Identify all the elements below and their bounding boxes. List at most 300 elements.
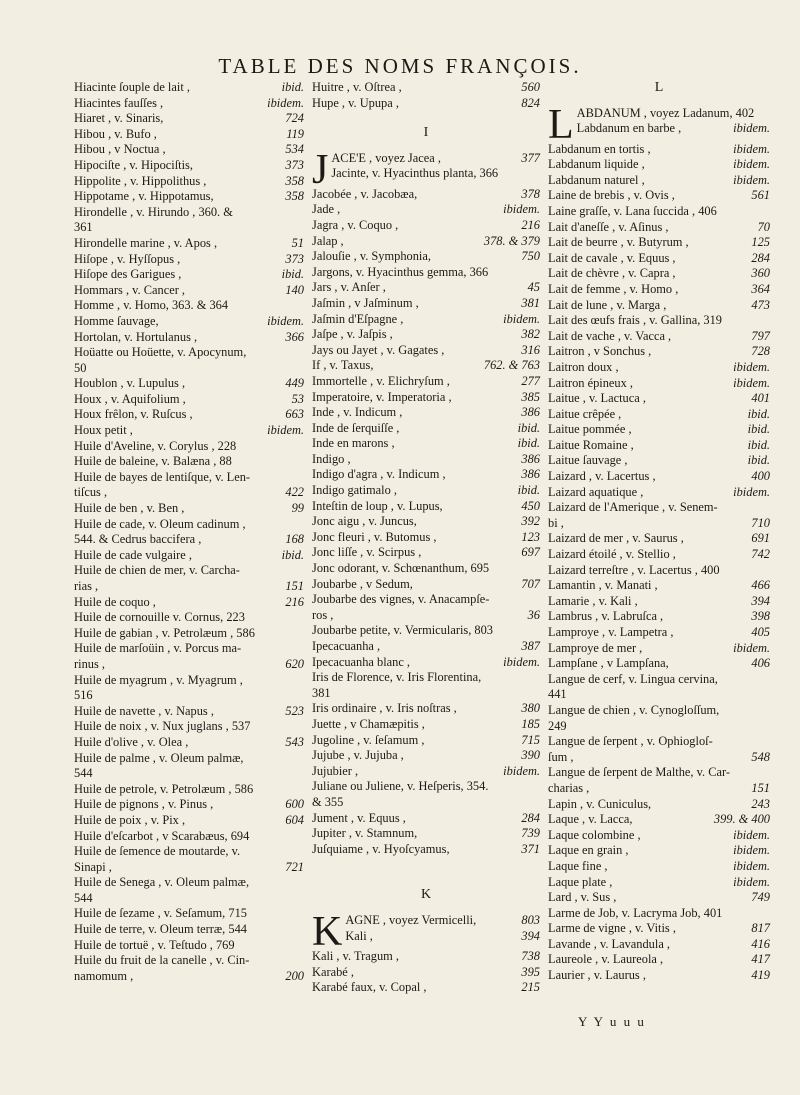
index-entry <box>312 265 540 281</box>
entry-page: 710 <box>751 515 770 530</box>
entry-page: 604 <box>285 812 304 827</box>
entry-text: Labdanum liquide , <box>548 157 645 172</box>
section-letter-l: L <box>654 80 664 95</box>
entry-page: 185 <box>521 716 540 731</box>
entry-text: Lamproye , v. Lampetra , <box>548 625 674 639</box>
entry-text: Houx frêlon, v. Ruſcus , <box>74 407 193 422</box>
entry-page: 215 <box>521 980 540 995</box>
entry-text: Hiacinte ſouple de lait , <box>74 80 190 94</box>
entry-page: ibidem. <box>267 95 304 110</box>
entry-page: 277 <box>521 373 540 388</box>
entry-text: Huile de tortuë , v. Teſtudo , 769 <box>74 937 235 952</box>
index-entry <box>312 561 540 577</box>
entry-text: Inde , v. Indicum , <box>312 405 403 420</box>
drop-cap-j: J <box>312 146 329 193</box>
index-entry <box>548 391 770 407</box>
entry-text: Huile d'Aveline, v. Corylus , 228 <box>74 438 237 453</box>
entry-text: 249 <box>548 718 567 733</box>
entry-text: Lambrus , v. Labruſca , <box>548 609 664 624</box>
entry-text: Lamarie , v. Kali , <box>548 593 638 608</box>
entry-text: Laizard , v. Lacertus , <box>548 469 656 484</box>
index-entry <box>74 751 304 767</box>
index-entry <box>74 314 304 330</box>
index-entry <box>548 547 770 563</box>
index-entry <box>548 469 770 485</box>
entry-page: 417 <box>751 952 770 967</box>
entry-text: Lait de chèvre , v. Capra , <box>548 266 676 281</box>
index-entry <box>312 405 540 421</box>
entry-page: 387 <box>521 639 540 653</box>
entry-page: 45 <box>527 280 540 295</box>
index-entry <box>74 517 304 533</box>
entry-text: Huile de chien de mer, v. Carcha- <box>74 563 240 578</box>
entry-text: Indigo d'agra , v. Indicum , <box>312 467 446 482</box>
index-entry <box>548 594 770 610</box>
entry-text: Lait des œufs frais , v. Gallina, 319 <box>548 313 723 328</box>
entry-text: rinus , <box>74 656 105 671</box>
entry-text: ſum , <box>548 749 574 764</box>
index-entry <box>548 313 770 329</box>
entry-page: 380 <box>521 701 540 716</box>
index-entry <box>548 422 770 438</box>
entry-page: ibidem. <box>733 640 770 655</box>
index-entry <box>312 779 540 795</box>
index-entry <box>548 344 770 360</box>
entry-page: 381 <box>521 295 540 310</box>
entry-page: ibidem. <box>733 157 770 172</box>
entry-text: Huile de ſezame , v. Seſamum, 715 <box>74 906 247 921</box>
index-entry <box>74 657 304 673</box>
entry-text: Huile de Senega , v. Oleum palmæ, <box>74 875 250 890</box>
entry-text: Huile d'olive , v. Olea , <box>74 734 189 749</box>
entry-page: ibidem. <box>733 858 770 873</box>
entry-page: 390 <box>521 748 540 763</box>
entry-page: 419 <box>751 968 770 983</box>
index-entry <box>312 483 540 499</box>
entry-page: 803 <box>521 912 540 927</box>
entry-text: Joubarbe des vignes, v. Anacampſe- <box>312 592 490 607</box>
entry-page: 125 <box>751 235 770 250</box>
index-entry <box>74 704 304 720</box>
entry-page: 824 <box>521 95 540 110</box>
entry-text: Jonc fleuri , v. Butomus , <box>312 529 437 544</box>
entry-text: Huile de poix , v. Pix , <box>74 812 186 827</box>
entry-text: Huile de noix , v. Nux juglans , 537 <box>74 719 251 734</box>
index-entry <box>312 842 540 858</box>
index-entry <box>548 298 770 314</box>
index-entry <box>312 608 540 624</box>
entry-text: Langue de ſerpent , v. Ophiogloſ- <box>548 734 713 749</box>
index-entry <box>312 670 540 686</box>
entry-text: Juliane ou Juliene, v. Heſperis, 354. <box>312 779 489 794</box>
entry-page: ibidem. <box>733 484 770 499</box>
index-entry <box>548 485 770 501</box>
entry-text: Immortelle , v. Elichryſum , <box>312 373 450 388</box>
entry-page: 560 <box>521 80 540 94</box>
entry-text: Hirondelle , v. Hirundo , 360. & <box>74 204 233 219</box>
index-entry <box>548 609 770 625</box>
entry-text: 381 <box>312 685 331 700</box>
index-entry <box>548 188 770 204</box>
index-entry <box>548 578 770 594</box>
entry-text: Jonc odorant, v. Schœnanthum, 695 <box>312 561 490 576</box>
index-entry <box>312 764 540 780</box>
index-entry <box>548 952 770 968</box>
entry-page: ibid. <box>747 437 770 452</box>
entry-page: 416 <box>751 936 770 951</box>
index-entry <box>548 500 770 516</box>
index-entry <box>74 485 304 501</box>
entry-page: 53 <box>291 391 304 406</box>
entry-page: 534 <box>285 142 304 157</box>
entry-page: 373 <box>285 251 304 266</box>
index-entry <box>548 453 770 469</box>
entry-text: Jonc liſſe , v. Scirpus , <box>312 545 422 560</box>
entry-text: ABDANUM , voyez Ladanum, 402 <box>576 105 755 120</box>
entry-text: Jargons, v. Hyacinthus gemma, 366 <box>312 264 489 279</box>
index-entry <box>74 969 304 985</box>
entry-text: Laitue , v. Lactuca , <box>548 391 646 406</box>
entry-text: charias , <box>548 780 590 795</box>
entry-text: Laque en grain , <box>548 843 629 858</box>
index-entry <box>548 859 770 875</box>
index-entry <box>548 360 770 376</box>
entry-text: Huile de pignons , v. Pinus , <box>74 797 214 812</box>
entry-text: Lamantin , v. Manati , <box>548 578 658 593</box>
section-letter-k: K <box>420 887 432 903</box>
entry-text: Ipecacuanha , <box>312 639 381 653</box>
drop-entry-l <box>548 101 770 148</box>
entry-text: Lait de beurre , v. Butyrum , <box>548 235 689 250</box>
entry-page: ibid. <box>281 80 304 94</box>
index-entry <box>548 765 770 781</box>
entry-text: Houx , v. Aquifolium , <box>74 391 186 406</box>
entry-text: Huile de petrole, v. Petrolæum , 586 <box>74 781 254 796</box>
entry-page: 548 <box>751 749 770 764</box>
entry-text: Lavande , v. Lavandula , <box>548 936 671 951</box>
entry-text: Huile d'eſcarbot , v Scarabæus, 694 <box>74 828 250 843</box>
index-entry <box>312 296 540 312</box>
index-entry <box>74 891 304 907</box>
entry-text: Hortolan, v. Hortulanus , <box>74 329 198 344</box>
index-entry <box>74 283 304 299</box>
entry-text: Lait de lune , v. Marga , <box>548 297 667 312</box>
index-entry <box>548 656 770 672</box>
entry-text: 441 <box>548 687 567 702</box>
entry-text: Laitue pommée , <box>548 422 632 437</box>
entry-text: Jument , v. Equus , <box>312 810 406 825</box>
entry-text: Imperatoire, v. Imperatoria , <box>312 389 452 404</box>
index-entry <box>74 174 304 190</box>
entry-page: 394 <box>751 593 770 608</box>
index-entry <box>312 514 540 530</box>
entry-text: Houblon , v. Lupulus , <box>74 376 186 391</box>
entry-text: Laitron , v Sonchus , <box>548 344 652 359</box>
index-entry <box>312 96 540 112</box>
column-left <box>74 80 304 984</box>
index-entry <box>548 220 770 236</box>
entry-text: Jalouſie , v. Symphonia, <box>312 249 431 264</box>
index-entry <box>312 499 540 515</box>
entry-page: 316 <box>521 342 540 357</box>
index-entry <box>312 592 540 608</box>
entry-page: ibid. <box>517 420 540 435</box>
entry-text: Indigo , <box>312 451 351 466</box>
index-entry <box>74 236 304 252</box>
entry-page: 620 <box>285 656 304 671</box>
index-entry <box>548 251 770 267</box>
index-entry <box>548 843 770 859</box>
index-entry <box>548 734 770 750</box>
index-entry <box>548 875 770 891</box>
index-entry <box>548 906 770 922</box>
index-entry <box>312 545 540 561</box>
entry-text: Laitue Romaine , <box>548 437 634 452</box>
index-entry <box>74 376 304 392</box>
index-entry <box>548 438 770 454</box>
entry-text: Laizard étoilé , v. Stellio , <box>548 547 676 562</box>
entry-page: 762. & 763 <box>483 358 540 373</box>
entry-page: 360 <box>751 266 770 281</box>
entry-text: Laitron épineux , <box>548 375 633 390</box>
entry-page: 99 <box>291 501 304 516</box>
entry-text: Lait de cavale , v. Equus , <box>548 250 676 265</box>
entry-page: 373 <box>285 157 304 172</box>
index-entry <box>74 345 304 361</box>
entry-page: ibid. <box>747 406 770 421</box>
entry-page: 749 <box>751 890 770 905</box>
index-entry <box>312 949 540 965</box>
entry-text: Jaſmin , v Jaſminum , <box>312 295 419 310</box>
index-entry <box>312 530 540 546</box>
entry-page: 371 <box>521 841 540 856</box>
entry-text: Laureole , v. Laureola , <box>548 952 664 967</box>
entry-page: ibidem. <box>267 313 304 328</box>
entry-page: 382 <box>521 327 540 342</box>
signature-mark: Y Y u u u <box>578 1014 646 1029</box>
entry-text: Langue de chien , v. Cynogloſſum, <box>548 702 720 717</box>
entry-text: Labdanum en barbe , <box>576 121 682 136</box>
entry-page: 422 <box>285 485 304 500</box>
entry-text: 544 <box>74 766 93 781</box>
index-entry <box>74 423 304 439</box>
entry-text: Huitre , v. Oſtrea , <box>312 80 402 94</box>
index-entry <box>74 563 304 579</box>
entry-page: ibidem. <box>503 311 540 326</box>
entry-text: Inteſtin de loup , v. Lupus, <box>312 498 443 513</box>
index-entry <box>312 623 540 639</box>
entry-text: Laurier , v. Laurus , <box>548 968 646 983</box>
entry-page: 663 <box>285 407 304 422</box>
index-entry <box>548 142 770 158</box>
entry-page: ibid. <box>747 422 770 437</box>
index-entry <box>312 312 540 328</box>
index-entry <box>548 204 770 220</box>
entry-page: 364 <box>751 281 770 296</box>
index-entry <box>548 407 770 423</box>
entry-text: Hippotame , v. Hippotamus, <box>74 189 214 204</box>
index-entry <box>312 452 540 468</box>
entry-text: Karabé faux, v. Copal , <box>312 980 427 995</box>
entry-text: Langue de cerf, v. Lingua cervina, <box>548 671 718 686</box>
index-entry <box>74 860 304 876</box>
entry-text: Huile de ben , v. Ben , <box>74 501 185 516</box>
entry-text: Joubarbe , v Sedum, <box>312 576 413 591</box>
entry-text: Lampſane , v Lampſana, <box>548 656 669 671</box>
entry-page: 200 <box>285 968 304 983</box>
index-entry <box>74 361 304 377</box>
index-entry <box>548 641 770 657</box>
entry-text: Jaſpe , v. Jaſpis , <box>312 327 393 342</box>
entry-text: Laizard aquatique , <box>548 484 644 499</box>
entry-text: Huile de ſemence de moutarde, v. <box>74 844 241 859</box>
entry-page: 401 <box>751 391 770 406</box>
entry-page: 392 <box>521 514 540 529</box>
index-entry <box>548 563 770 579</box>
index-entry <box>312 249 540 265</box>
entry-text: Laque fine , <box>548 858 608 873</box>
entry-page: 70 <box>757 219 770 234</box>
entry-page: 728 <box>751 344 770 359</box>
index-entry <box>548 672 770 688</box>
index-entry <box>548 157 770 173</box>
entry-text: Jujubier , <box>312 763 359 778</box>
entry-page: 406 <box>751 656 770 671</box>
entry-page: ibid. <box>517 436 540 451</box>
entry-text: Huile de palme , v. Oleum palmæ, <box>74 750 244 765</box>
entry-text: Jacobée , v. Jacobæa, <box>312 186 418 201</box>
entry-page: 523 <box>285 703 304 718</box>
entry-text: Labdanum naturel , <box>548 172 645 187</box>
index-entry <box>74 330 304 346</box>
index-entry <box>312 343 540 359</box>
index-entry <box>74 782 304 798</box>
entry-text: Jays ou Jayet , v. Gagates , <box>312 342 445 357</box>
column-middle <box>312 80 540 996</box>
entry-text: Ipecacuanha blanc , <box>312 654 411 669</box>
entry-text: Kali , <box>345 928 373 943</box>
drop-entry-i <box>312 146 540 193</box>
entry-text: Huile de terre, v. Oleum terræ, 544 <box>74 922 247 937</box>
entry-text: 50 <box>74 360 87 375</box>
entry-page: 386 <box>521 451 540 466</box>
entry-page: ibid. <box>517 483 540 498</box>
index-entry <box>548 516 770 532</box>
index-entry <box>548 719 770 735</box>
entry-text: Hoüatte ou Hoüette, v. Apocynum, <box>74 345 247 360</box>
entry-text: rias , <box>74 579 99 593</box>
entry-text: Hiſope des Garigues , <box>74 267 182 282</box>
entry-text: namomum , <box>74 968 134 983</box>
index-entry <box>548 812 770 828</box>
entry-text: Laque plate , <box>548 874 613 889</box>
entry-text: Hiaret , v. Sinaris, <box>74 111 164 126</box>
entry-text: Lait d'aneſſe , v. Aſinus , <box>548 219 669 234</box>
entry-page: 168 <box>285 532 304 547</box>
index-entry <box>74 267 304 283</box>
entry-text: Langue de ſerpent de Malthe, v. Car- <box>548 765 730 780</box>
index-entry <box>74 906 304 922</box>
entry-text: Sinapi , <box>74 859 112 874</box>
index-entry <box>74 205 304 221</box>
entry-text: Laque colombine , <box>548 827 641 842</box>
entry-text: Hiacintes fauſſes , <box>74 95 164 110</box>
entry-text: Indigo gatimalo , <box>312 483 397 498</box>
index-entry <box>312 965 540 981</box>
index-entry <box>548 921 770 937</box>
entry-page: 284 <box>751 250 770 265</box>
index-entry <box>548 968 770 984</box>
index-entry <box>312 701 540 717</box>
page-title: TABLE DES NOMS FRANÇOIS. <box>218 54 582 78</box>
entry-text: AGNE , voyez Vermicelli, <box>345 912 477 927</box>
entry-page: 450 <box>521 498 540 513</box>
index-entry <box>74 80 304 96</box>
index-entry <box>312 980 540 996</box>
index-entry <box>548 750 770 766</box>
index-entry <box>74 142 304 158</box>
entry-text: Huile de bayes de lentiſque, v. Len- <box>74 469 251 484</box>
index-entry <box>312 234 540 250</box>
index-entry <box>74 922 304 938</box>
entry-text: Laizard de l'Amerique , v. Senem- <box>548 500 718 515</box>
entry-text: Inde de ſerquiſſe , <box>312 420 400 435</box>
index-entry <box>548 687 770 703</box>
index-entry <box>312 327 540 343</box>
entry-page: 738 <box>521 948 540 963</box>
index-entry <box>312 717 540 733</box>
index-entry <box>74 298 304 314</box>
entry-page: 797 <box>751 328 770 343</box>
entry-page: 151 <box>285 579 304 593</box>
index-entry <box>74 595 304 611</box>
column-right <box>548 80 770 984</box>
entry-page: 473 <box>751 297 770 312</box>
entry-page: 119 <box>286 126 304 141</box>
entry-text: Jonc aigu , v. Juncus, <box>312 514 417 529</box>
index-entry <box>312 748 540 764</box>
index-entry <box>312 374 540 390</box>
entry-page: 715 <box>521 732 540 747</box>
entry-text: Iris ordinaire , v. Iris noſtras , <box>312 701 457 716</box>
drop-entry-k <box>312 908 540 955</box>
index-entry <box>548 329 770 345</box>
entry-text: Laque , v. Lacca, <box>548 812 633 827</box>
index-entry <box>312 390 540 406</box>
index-entry <box>312 80 540 96</box>
index-entry <box>74 96 304 112</box>
entry-text: Laitron doux , <box>548 359 619 374</box>
index-entry <box>74 626 304 642</box>
index-entry <box>74 158 304 174</box>
entry-text: Laitue ſauvage , <box>548 453 628 468</box>
index-entry <box>74 766 304 782</box>
entry-text: Jugoline , v. ſeſamum , <box>312 732 425 747</box>
entry-text: Jupiter , v. Stamnum, <box>312 826 418 841</box>
entry-text: Laizard terreſtre , v. Lacertus , 400 <box>548 562 720 577</box>
drop-cap-l: L <box>548 101 574 148</box>
entry-page: ibidem. <box>733 141 770 156</box>
entry-page: 721 <box>285 859 304 874</box>
entry-text: Homme ſauvage, <box>74 313 159 328</box>
entry-text: Lait de vache , v. Vacca , <box>548 328 672 343</box>
entry-page: 561 <box>751 188 770 203</box>
index-entry <box>74 579 304 595</box>
entry-text: 516 <box>74 688 93 703</box>
entry-page: ibidem. <box>503 654 540 669</box>
index-entry <box>312 202 540 218</box>
index-entry <box>74 688 304 704</box>
